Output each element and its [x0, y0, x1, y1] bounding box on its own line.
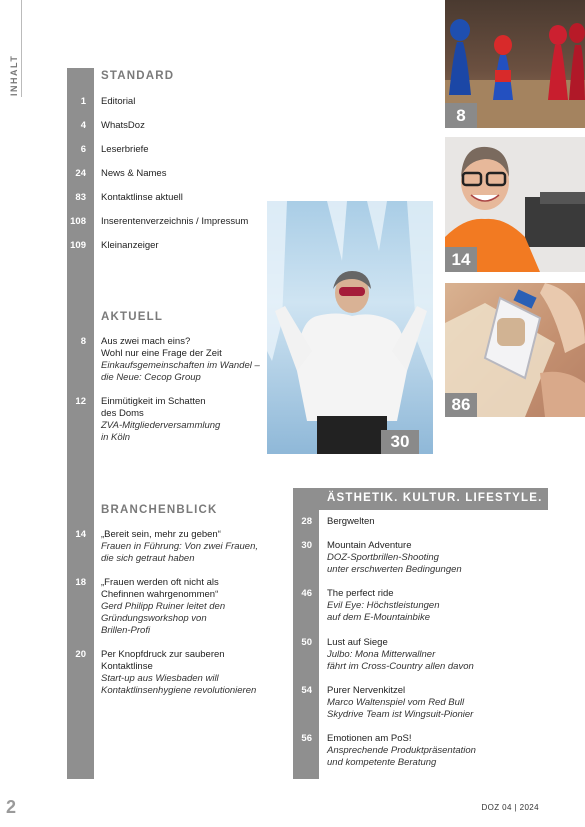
entry-title: „Frauen werden oft nicht als Chefinnen wahrgenommen“	[101, 577, 219, 600]
page-badge: 8	[445, 103, 477, 128]
toc-entry[interactable]	[226, 516, 496, 529]
entry-title: The perfect ride	[327, 588, 394, 599]
entry-subtitle: Frauen in Führung: Von zwei Frauen, die sich getraut haben	[101, 541, 259, 564]
entry-title: Inserentenverzeichnis / Impressum	[101, 216, 249, 227]
toc-entry[interactable]	[0, 96, 260, 109]
toc-entry[interactable]	[0, 216, 260, 229]
page-ref: 12	[75, 396, 86, 407]
toc-entry[interactable]	[0, 144, 260, 157]
heading-standard: STANDARD	[101, 70, 175, 82]
page-ref: 54	[301, 685, 312, 696]
page-number: 2	[6, 797, 17, 817]
page-badge: 86	[445, 393, 477, 417]
entry-title: „Bereit sein, mehr zu geben“	[101, 529, 221, 540]
entry-subtitle: Start-up aus Wiesbaden will Kontaktlinsenhygiene revolutionieren	[101, 673, 257, 696]
issue-footer: DOZ 04 | 2024	[481, 803, 539, 812]
entry-title: Kontaktlinse aktuell	[101, 192, 183, 203]
page-ref: 18	[75, 577, 86, 588]
entry-title: Einmütigkeit im Schatten des Doms	[101, 396, 206, 419]
entry-subtitle: Einkaufsgemeinschaften im Wandel – die Neue: Cecop Group	[101, 360, 260, 383]
entry-subtitle: Marco Waltenspiel vom Red Bull Skydrive Team ist Wingsuit-Pionier	[327, 697, 474, 720]
entry-title: Bergwelten	[327, 516, 375, 527]
page-ref: 108	[70, 216, 86, 227]
photo-lens-device[interactable]	[445, 283, 585, 417]
toc-entry[interactable]	[0, 336, 265, 386]
entry-subtitle: Julbo: Mona Mitterwallner fährt im Cross-Country allen davon	[327, 649, 474, 672]
entry-subtitle: DOZ-Sportbrillen-Shooting unter erschwerten Bedingungen	[327, 552, 462, 575]
page-ref: 1	[80, 96, 86, 107]
page-ref: 4	[80, 120, 86, 131]
page-ref: 83	[75, 192, 86, 203]
page-ref: 8	[80, 336, 86, 347]
entry-title: Editorial	[101, 96, 136, 107]
toc-entry[interactable]	[0, 120, 260, 133]
photo-game-pieces[interactable]	[445, 0, 585, 128]
entry-title: WhatsDoz	[101, 120, 145, 131]
page-ref: 30	[301, 540, 312, 551]
page-ref: 46	[301, 588, 312, 599]
page-ref: 20	[75, 649, 86, 660]
entry-title: Aus zwei mach eins? Wohl nur eine Frage der Zeit	[101, 336, 222, 359]
entry-title: News & Names	[101, 168, 167, 179]
toc-entry[interactable]	[226, 685, 496, 723]
page-badge: 14	[445, 247, 477, 272]
entry-title: Leserbriefe	[101, 144, 149, 155]
toc-entry[interactable]	[0, 192, 260, 205]
photo-woman-smiling[interactable]	[445, 137, 585, 272]
entry-title: Emotionen am PoS!	[327, 733, 412, 744]
toc-entry[interactable]	[0, 168, 260, 181]
page-ref: 50	[301, 637, 312, 648]
toc-entry[interactable]	[226, 733, 496, 771]
page-ref: 24	[75, 168, 86, 179]
page-badge: 30	[381, 430, 419, 454]
ice-cave-illustration	[267, 201, 433, 454]
entry-title: Per Knopfdruck zur sauberen Kontaktlinse	[101, 649, 225, 672]
entry-subtitle: Gerd Philipp Ruiner leitet den Gründungsworkshop von Brillen-Profi	[101, 601, 226, 636]
page-ref: 109	[70, 240, 86, 251]
toc-entry[interactable]	[226, 540, 496, 578]
heading-aesthetik: ÄSTHETIK. KULTUR. LIFESTYLE.	[327, 492, 543, 504]
section-label: INHALT	[9, 54, 19, 96]
page-ref: 28	[301, 516, 312, 527]
toc-entry[interactable]	[0, 240, 260, 253]
toc-entry[interactable]	[226, 637, 496, 675]
entry-subtitle: Evil Eye: Höchstleistungen auf dem E-Mountainbike	[327, 600, 440, 623]
entry-title: Kleinanzeiger	[101, 240, 159, 251]
toc-entry[interactable]	[226, 588, 496, 626]
page-ref: 56	[301, 733, 312, 744]
entry-title: Lust auf Siege	[327, 637, 388, 648]
heading-branchenblick: BRANCHENBLICK	[101, 504, 218, 516]
photo-ice-cave[interactable]	[267, 201, 433, 454]
heading-aktuell: AKTUELL	[101, 311, 164, 323]
entry-title: Mountain Adventure	[327, 540, 412, 551]
toc-entry[interactable]	[0, 396, 265, 446]
entry-title: Purer Nervenkitzel	[327, 685, 406, 696]
page-ref: 6	[80, 144, 86, 155]
entry-subtitle: ZVA-Mitgliederversammlung in Köln	[101, 420, 221, 443]
entry-subtitle: Ansprechende Produktpräsentation und kompetente Beratung	[327, 745, 476, 768]
page-ref: 14	[75, 529, 86, 540]
